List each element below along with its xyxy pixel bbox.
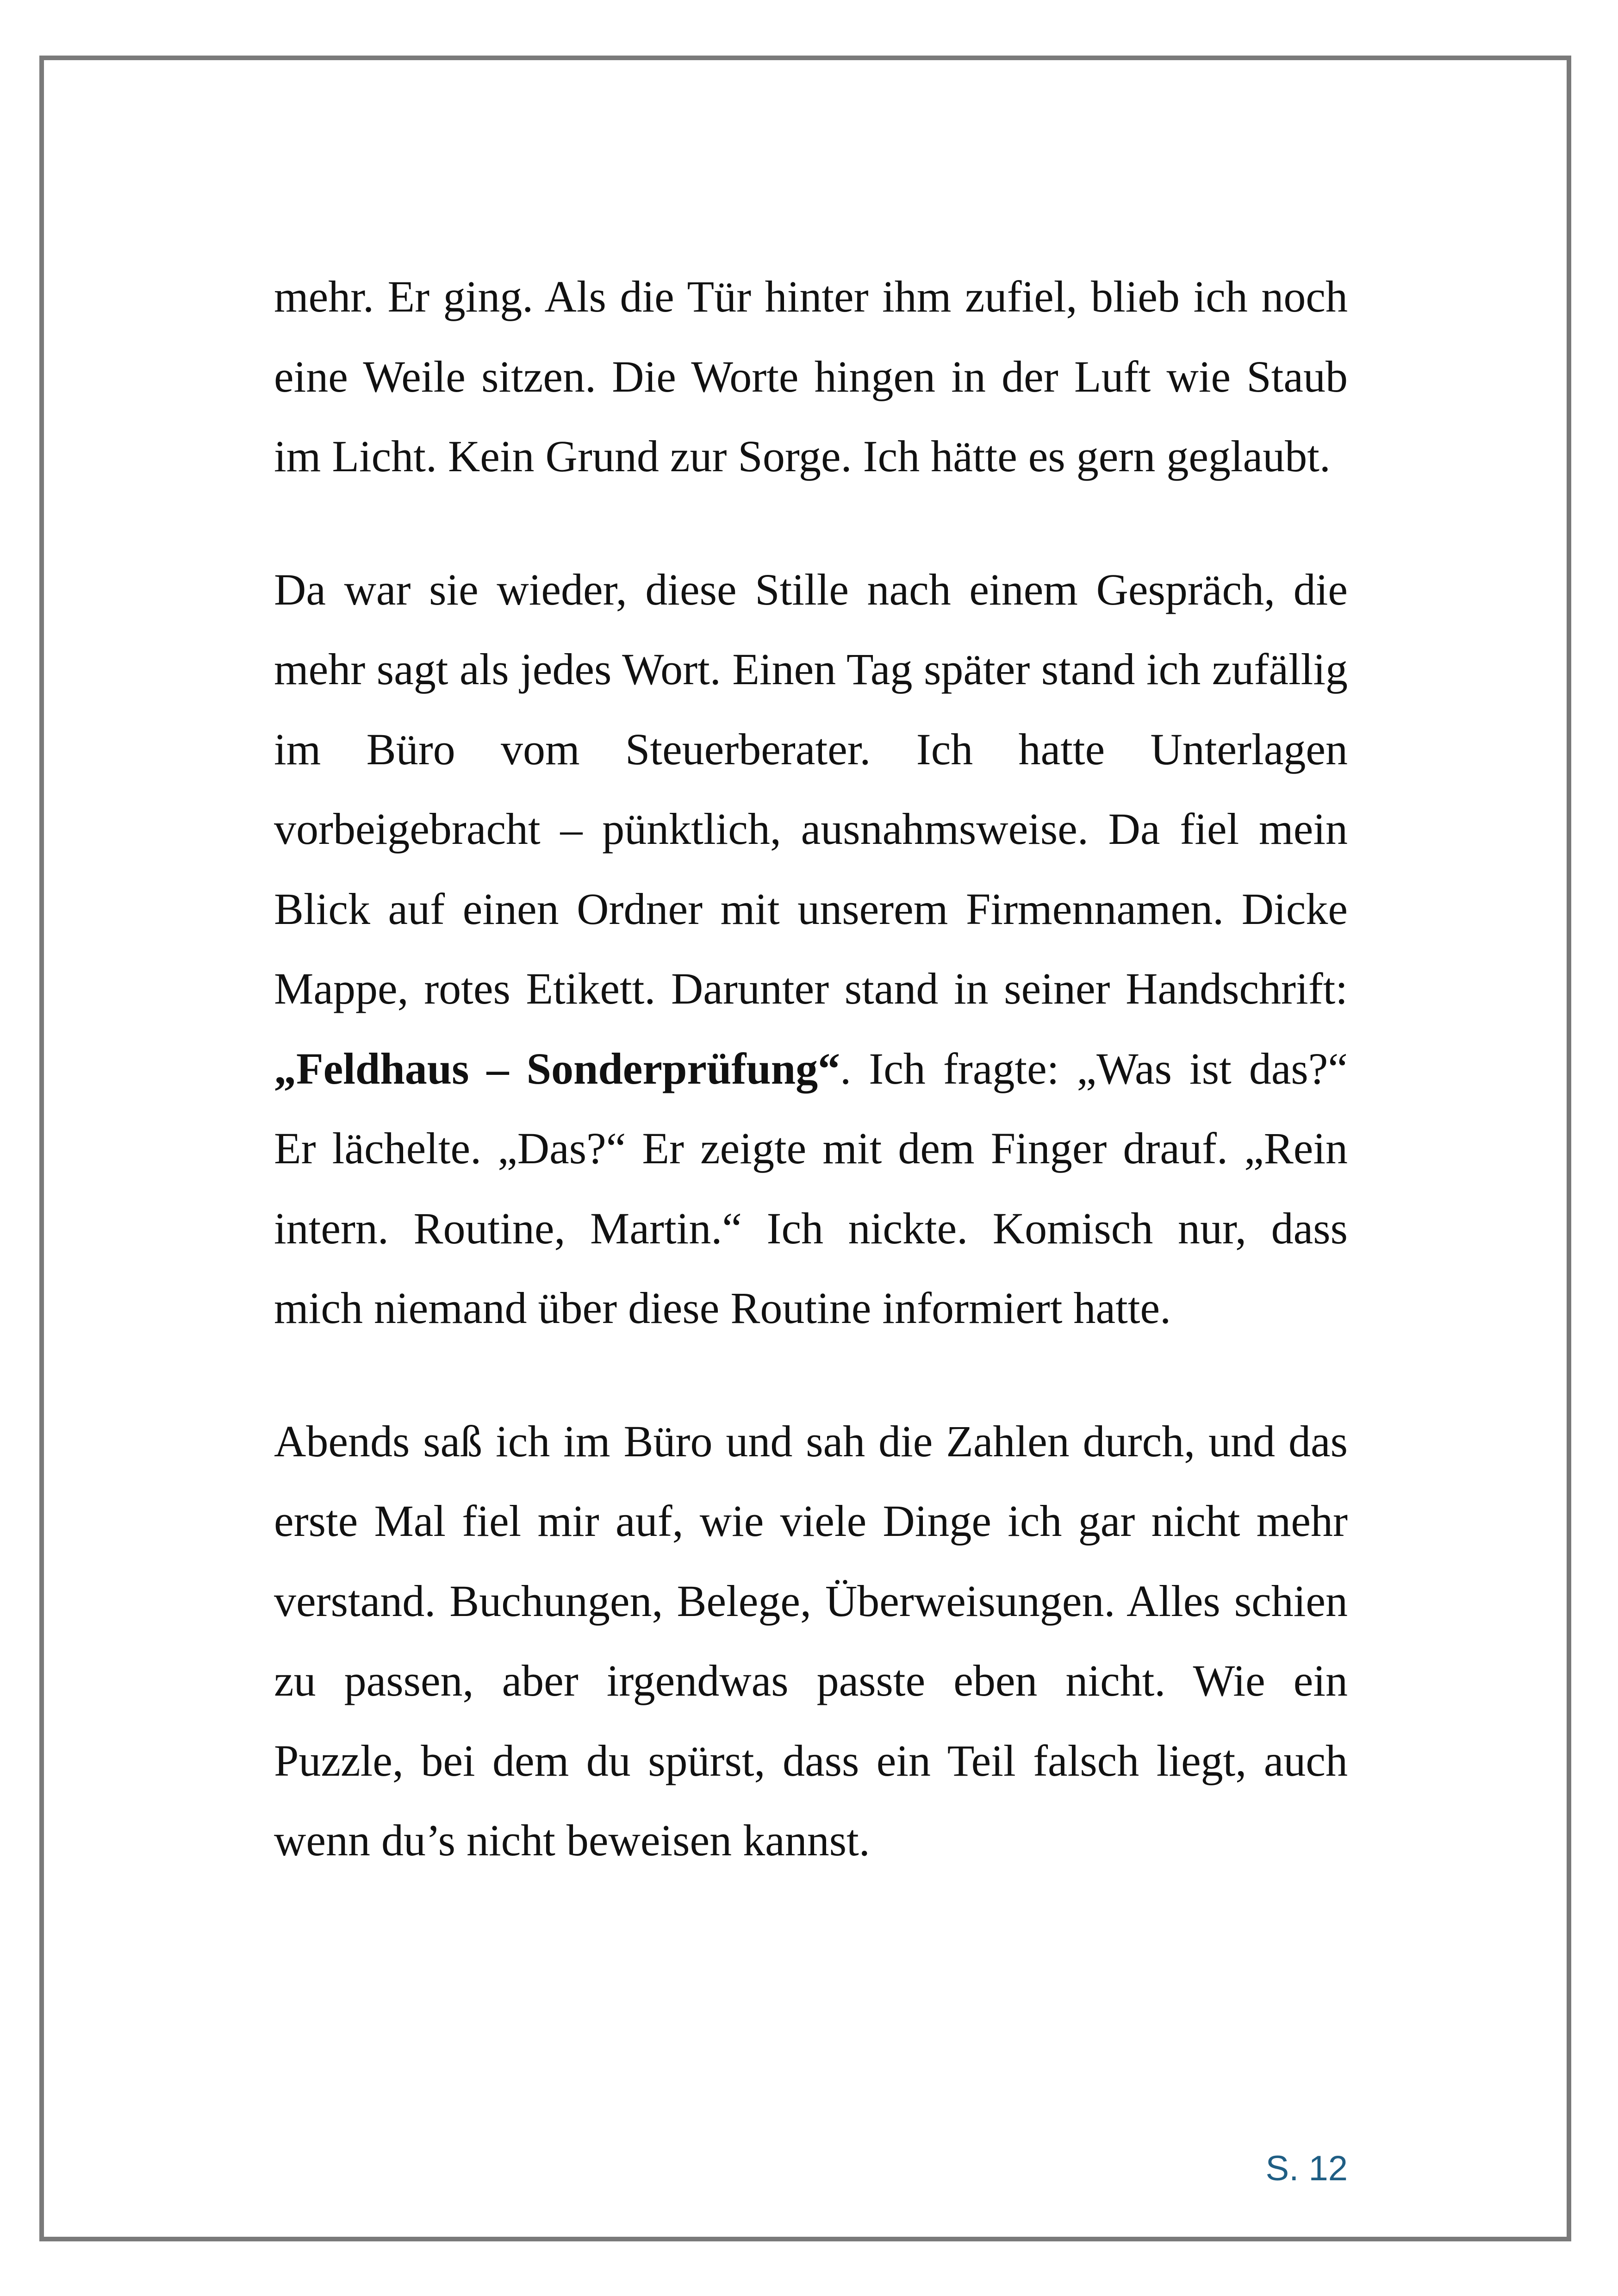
page-number: S. 12: [1265, 2149, 1348, 2188]
paragraph-3: [274, 1402, 1348, 1881]
paragraph-2-emphasis: „Feldhaus – Sonderprüfung“: [274, 1043, 840, 1093]
paragraph-2-before-emphasis: Da war sie wieder, diese Stille nach einem Gespräch, die mehr sagt als jedes Wort. Einen Tag später stand ich zufällig im Büro vom Steuerberater. Ich hatte Unterlagen vorbeigebracht – pünktlich, ausnahmsweise. Da fiel mein Blick auf einen Ordner mit unserem Firmennamen. Dicke Mappe, rotes Etikett. Darunter stand in seiner Handschrift:: [274, 564, 1348, 1013]
document-body: [274, 257, 1348, 1881]
paragraph-1-text: mehr. Er ging. Als die Tür hinter ihm zufiel, blieb ich noch eine Weile sitzen. Die Worte hingen in der Luft wie Staub im Licht. Kein Grund zur Sorge. Ich hätte es gern geglaubt.: [274, 272, 1348, 481]
paragraph-1: [274, 257, 1348, 497]
paragraph-3-text: Abends saß ich im Büro und sah die Zahlen durch, und das erste Mal fiel mir auf, wie viele Dinge ich gar nicht mehr verstand. Buchungen, Belege, Überweisungen. Alles schien zu passen, aber irgendwas passte eben nicht. Wie ein Puzzle, bei dem du spürst, dass ein Teil falsch liegt, auch wenn du’s nicht beweisen kannst.: [274, 1416, 1348, 1865]
paragraph-2: [274, 550, 1348, 1348]
paragraph-2-after-emphasis: . Ich fragte: „Was ist das?“ Er lächelte. „Das?“ Er zeigte mit dem Finger drauf. „Rein intern. Routine, Martin.“ Ich nickte. Komisch nur, dass mich niemand über diese Routine informiert hatte.: [274, 1043, 1348, 1333]
